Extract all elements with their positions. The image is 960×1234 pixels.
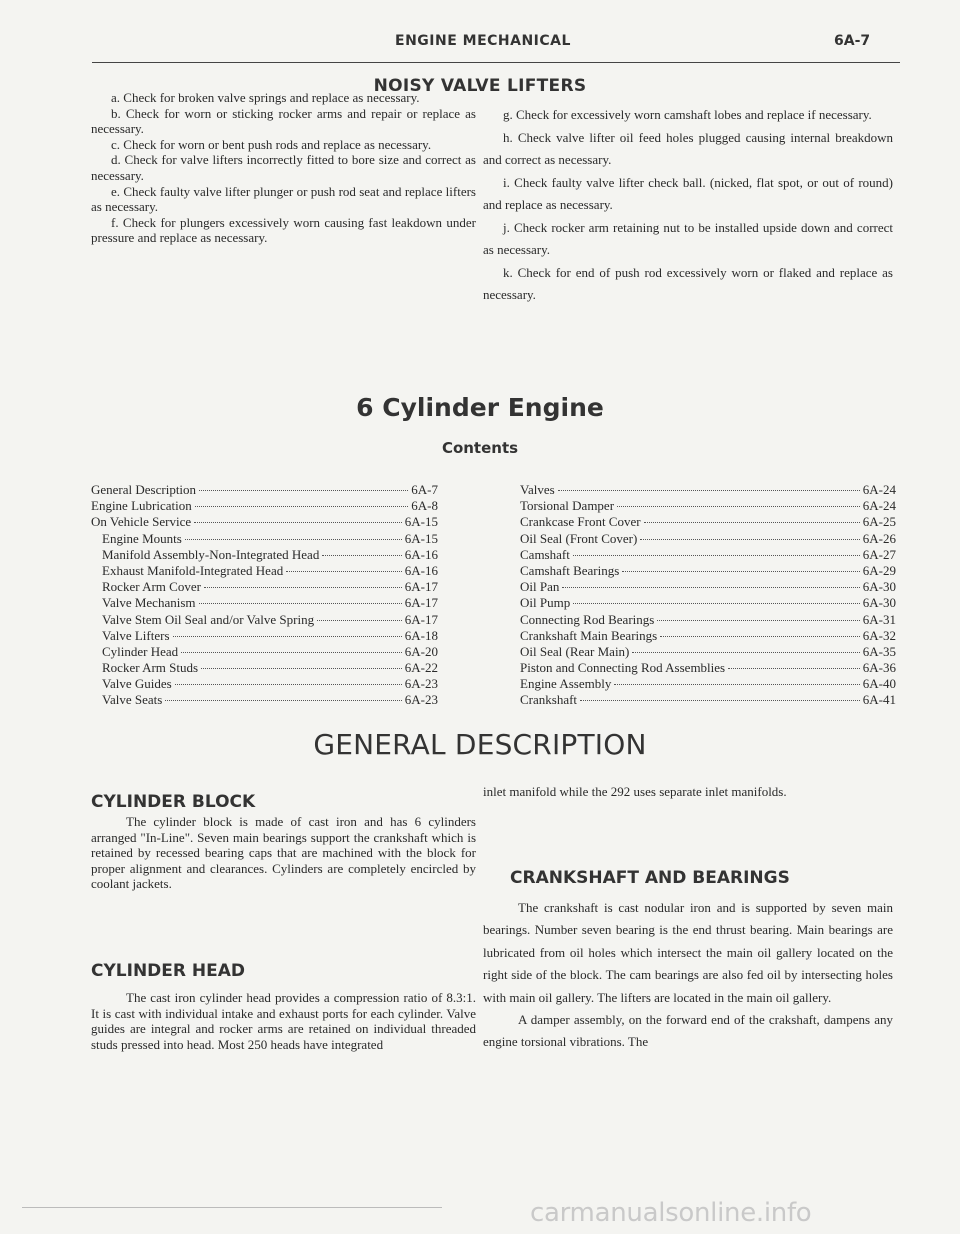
toc-entry-page: 6A-36 bbox=[862, 660, 896, 676]
toc-leader-dots bbox=[201, 668, 402, 669]
toc-entry-label: Crankshaft Main Bearings bbox=[520, 627, 658, 643]
crankshaft-heading: CRANKSHAFT AND BEARINGS bbox=[510, 868, 790, 888]
toc-entry bbox=[520, 579, 896, 595]
toc-entry bbox=[520, 612, 896, 628]
toc-leader-dots bbox=[317, 620, 402, 621]
toc-entry-label: Valve Mechanism bbox=[102, 595, 196, 611]
toc-entry bbox=[91, 547, 438, 563]
toc-leader-dots bbox=[573, 555, 860, 556]
engine-title: 6 Cylinder Engine bbox=[356, 393, 604, 422]
toc-leader-dots bbox=[632, 652, 859, 653]
toc-entry-page: 6A-31 bbox=[862, 611, 896, 627]
toc-leader-dots bbox=[657, 620, 859, 621]
toc-entry bbox=[91, 514, 438, 530]
toc-left-column bbox=[91, 482, 438, 709]
toc-entry bbox=[520, 595, 896, 611]
toc-entry-page: 6A-20 bbox=[404, 643, 438, 659]
toc-leader-dots bbox=[175, 684, 402, 685]
toc-entry-page: 6A-25 bbox=[862, 514, 896, 530]
toc-leader-dots bbox=[181, 652, 402, 653]
section-header: ENGINE MECHANICAL bbox=[395, 33, 571, 49]
toc-entry-page: 6A-15 bbox=[404, 514, 438, 530]
toc-entry bbox=[91, 563, 438, 579]
toc-entry bbox=[520, 547, 896, 563]
step-i: i. Check faulty valve lifter check ball. (nicked, flat spot, or out of round) and replace as necessary. bbox=[483, 174, 893, 212]
toc-entry-page: 6A-24 bbox=[862, 498, 896, 514]
toc-entry-label: Camshaft Bearings bbox=[520, 562, 620, 578]
step-a: a. Check for broken valve springs and replace as necessary. bbox=[111, 90, 420, 105]
toc-entry bbox=[91, 660, 438, 676]
toc-entry bbox=[91, 612, 438, 628]
toc-entry-page: 6A-30 bbox=[862, 595, 896, 611]
toc-entry-page: 6A-27 bbox=[862, 546, 896, 562]
toc-entry bbox=[91, 676, 438, 692]
toc-entry-label: Valves bbox=[520, 482, 555, 497]
noisy-lifters-heading: NOISY VALVE LIFTERS bbox=[373, 76, 587, 96]
toc-entry-page: 6A-16 bbox=[404, 546, 438, 562]
toc-entry-label: Engine Mounts bbox=[102, 530, 182, 546]
toc-entry-label: Engine Assembly bbox=[520, 676, 612, 692]
toc-entry-page: 6A-15 bbox=[404, 530, 438, 546]
toc-right-column bbox=[520, 482, 896, 709]
toc-entry-label: Torsional Damper bbox=[520, 498, 615, 514]
cylinder-block-paragraph: The cylinder block is made of cast iron and has 6 cylinders arranged "In-Line". Seven main bearings support the crankshaft which is retained by recessed bearing caps that are machined with the block for proper alignment and clearances. Cylinders are completely encircled by coolant jackets. bbox=[91, 814, 476, 892]
step-b: b. Check for worn or sticking rocker arms and repair or replace as necessary. bbox=[91, 105, 476, 137]
footer-rule bbox=[22, 1207, 442, 1208]
toc-entry-page: 6A-24 bbox=[862, 482, 896, 497]
noisy-lifters-right-column bbox=[483, 104, 893, 307]
toc-entry-page: 6A-22 bbox=[404, 660, 438, 676]
toc-leader-dots bbox=[185, 539, 402, 540]
toc-leader-dots bbox=[199, 490, 408, 491]
toc-leader-dots bbox=[322, 555, 401, 556]
toc-leader-dots bbox=[644, 522, 860, 523]
toc-entry-label: Crankcase Front Cover bbox=[520, 514, 641, 530]
toc-entry bbox=[520, 628, 896, 644]
toc-entry-label: Oil Pan bbox=[520, 579, 560, 595]
step-k: k. Check for end of push rod excessively worn or flaked and replace as necessary. bbox=[483, 264, 893, 302]
toc-entry bbox=[91, 628, 438, 644]
toc-entry-page: 6A-7 bbox=[411, 482, 438, 497]
toc-entry-label: Oil Seal (Front Cover) bbox=[520, 530, 638, 546]
toc-entry-page: 6A-18 bbox=[404, 627, 438, 643]
toc-leader-dots bbox=[580, 700, 860, 701]
toc-entry-page: 6A-17 bbox=[404, 579, 438, 595]
toc-leader-dots bbox=[173, 636, 402, 637]
step-j: j. Check rocker arm retaining nut to be installed upside down and correct as necessary. bbox=[483, 219, 893, 257]
toc-leader-dots bbox=[728, 668, 860, 669]
toc-entry-label: Manifold Assembly-Non-Integrated Head bbox=[102, 546, 320, 562]
toc-leader-dots bbox=[617, 506, 860, 507]
toc-leader-dots bbox=[622, 571, 859, 572]
toc-leader-dots bbox=[562, 587, 859, 588]
toc-entry-label: Crankshaft bbox=[520, 692, 578, 708]
contents-title: Contents bbox=[441, 439, 519, 457]
toc-entry-page: 6A-32 bbox=[862, 627, 896, 643]
toc-entry bbox=[520, 531, 896, 547]
toc-entry bbox=[91, 644, 438, 660]
page-number: 6A-7 bbox=[834, 33, 871, 49]
toc-entry-label: Oil Seal (Rear Main) bbox=[520, 643, 630, 659]
toc-leader-dots bbox=[286, 571, 402, 572]
toc-entry-label: Engine Lubrication bbox=[91, 498, 192, 514]
crankshaft-paragraph-2: A damper assembly, on the forward end of the crakshaft, dampens any engine torsional vibrations. The bbox=[483, 1012, 893, 1050]
toc-entry bbox=[520, 692, 896, 708]
cylinder-block-text bbox=[91, 814, 476, 892]
step-g: g. Check for excessively worn camshaft lobes and replace if necessary. bbox=[503, 107, 872, 122]
toc-entry bbox=[520, 498, 896, 514]
toc-entry-page: 6A-35 bbox=[862, 643, 896, 659]
toc-entry-label: Oil Pump bbox=[520, 595, 571, 611]
toc-leader-dots bbox=[558, 490, 860, 491]
toc-leader-dots bbox=[660, 636, 860, 637]
cylinder-head-paragraph: The cast iron cylinder head provides a compression ratio of 8.3:1. It is cast with individual intake and exhaust ports for each cylinder. Valve guides are integral and rocker arms are retained on individual threaded studs pressed into head. Most 250 heads have integrated bbox=[91, 990, 476, 1052]
toc-entry-label: Valve Lifters bbox=[102, 627, 170, 643]
crankshaft-paragraph-1: The crankshaft is cast nodular iron and is supported by seven main bearings. Number seven bearing is the end thrust bearing. Main bearings are lubricated from oil holes which intersect the main oil gallery located on the right side of the block. The cam bearings are also fed oil by intersecting holes with main oil gallery. The lifters are located in the main oil gallery. bbox=[483, 900, 893, 1005]
toc-entry-page: 6A-29 bbox=[862, 562, 896, 578]
toc-entry-page: 6A-16 bbox=[404, 562, 438, 578]
toc-entry bbox=[91, 579, 438, 595]
continued-text bbox=[483, 781, 893, 803]
step-e: e. Check faulty valve lifter plunger or push rod seat and replace lifters as necessary. bbox=[91, 183, 476, 215]
toc-leader-dots bbox=[614, 684, 859, 685]
cylinder-head-text bbox=[91, 990, 476, 1052]
toc-leader-dots bbox=[194, 522, 402, 523]
toc-entry-label: Valve Stem Oil Seal and/or Valve Spring bbox=[102, 611, 315, 627]
toc-entry-page: 6A-23 bbox=[404, 692, 438, 708]
toc-entry bbox=[91, 595, 438, 611]
toc-leader-dots bbox=[640, 539, 859, 540]
toc-entry-label: Exhaust Manifold-Integrated Head bbox=[102, 562, 284, 578]
toc-leader-dots bbox=[195, 506, 409, 507]
toc-entry-label: Cylinder Head bbox=[102, 643, 179, 659]
toc-entry-page: 6A-23 bbox=[404, 676, 438, 692]
toc-entry-page: 6A-26 bbox=[862, 530, 896, 546]
toc-entry bbox=[520, 644, 896, 660]
header-rule bbox=[92, 62, 900, 63]
toc-entry-label: Piston and Connecting Rod Assemblies bbox=[520, 660, 726, 676]
toc-entry-page: 6A-41 bbox=[862, 692, 896, 708]
toc-entry-label: Valve Guides bbox=[102, 676, 172, 692]
toc-leader-dots bbox=[204, 587, 402, 588]
toc-entry bbox=[91, 498, 438, 514]
crankshaft-text bbox=[483, 897, 893, 1054]
cylinder-block-heading: CYLINDER BLOCK bbox=[91, 792, 256, 812]
watermark-text: carmanualsonline.info bbox=[530, 1198, 812, 1228]
toc-entry-label: Valve Seats bbox=[102, 692, 163, 708]
toc-entry-page: 6A-40 bbox=[862, 676, 896, 692]
toc-leader-dots bbox=[165, 700, 401, 701]
general-description-heading: GENERAL DESCRIPTION bbox=[313, 728, 647, 761]
toc-leader-dots bbox=[573, 603, 860, 604]
toc-entry-page: 6A-17 bbox=[404, 611, 438, 627]
toc-entry-label: General Description bbox=[91, 482, 197, 497]
toc-entry-label: Camshaft bbox=[520, 546, 570, 562]
toc-entry-label: Rocker Arm Cover bbox=[102, 579, 201, 595]
continued-paragraph: inlet manifold while the 292 uses separate inlet manifolds. bbox=[483, 784, 787, 799]
toc-entry bbox=[520, 563, 896, 579]
step-f: f. Check for plungers excessively worn causing fast leakdown under pressure and replace as necessary. bbox=[91, 214, 476, 246]
toc-entry-page: 6A-30 bbox=[862, 579, 896, 595]
toc-entry bbox=[91, 692, 438, 708]
toc-entry-label: Connecting Rod Bearings bbox=[520, 611, 655, 627]
step-d: d. Check for valve lifters incorrectly fitted to bore size and correct as necessary. bbox=[91, 152, 476, 183]
toc-entry-page: 6A-17 bbox=[404, 595, 438, 611]
step-h: h. Check valve lifter oil feed holes plugged causing internal breakdown and correct as necessary. bbox=[483, 129, 893, 167]
toc-entry-label: On Vehicle Service bbox=[91, 514, 192, 530]
toc-leader-dots bbox=[199, 603, 402, 604]
noisy-lifters-left-column bbox=[91, 90, 476, 246]
toc-entry-label: Rocker Arm Studs bbox=[102, 660, 199, 676]
toc-entry bbox=[520, 660, 896, 676]
toc-entry bbox=[520, 482, 896, 498]
step-c: c. Check for worn or bent push rods and replace as necessary. bbox=[111, 136, 432, 152]
toc-entry-page: 6A-8 bbox=[411, 498, 438, 514]
toc-entry bbox=[520, 514, 896, 530]
toc-entry bbox=[91, 531, 438, 547]
toc-entry bbox=[520, 676, 896, 692]
toc-entry bbox=[91, 482, 438, 498]
cylinder-head-heading: CYLINDER HEAD bbox=[91, 961, 246, 981]
